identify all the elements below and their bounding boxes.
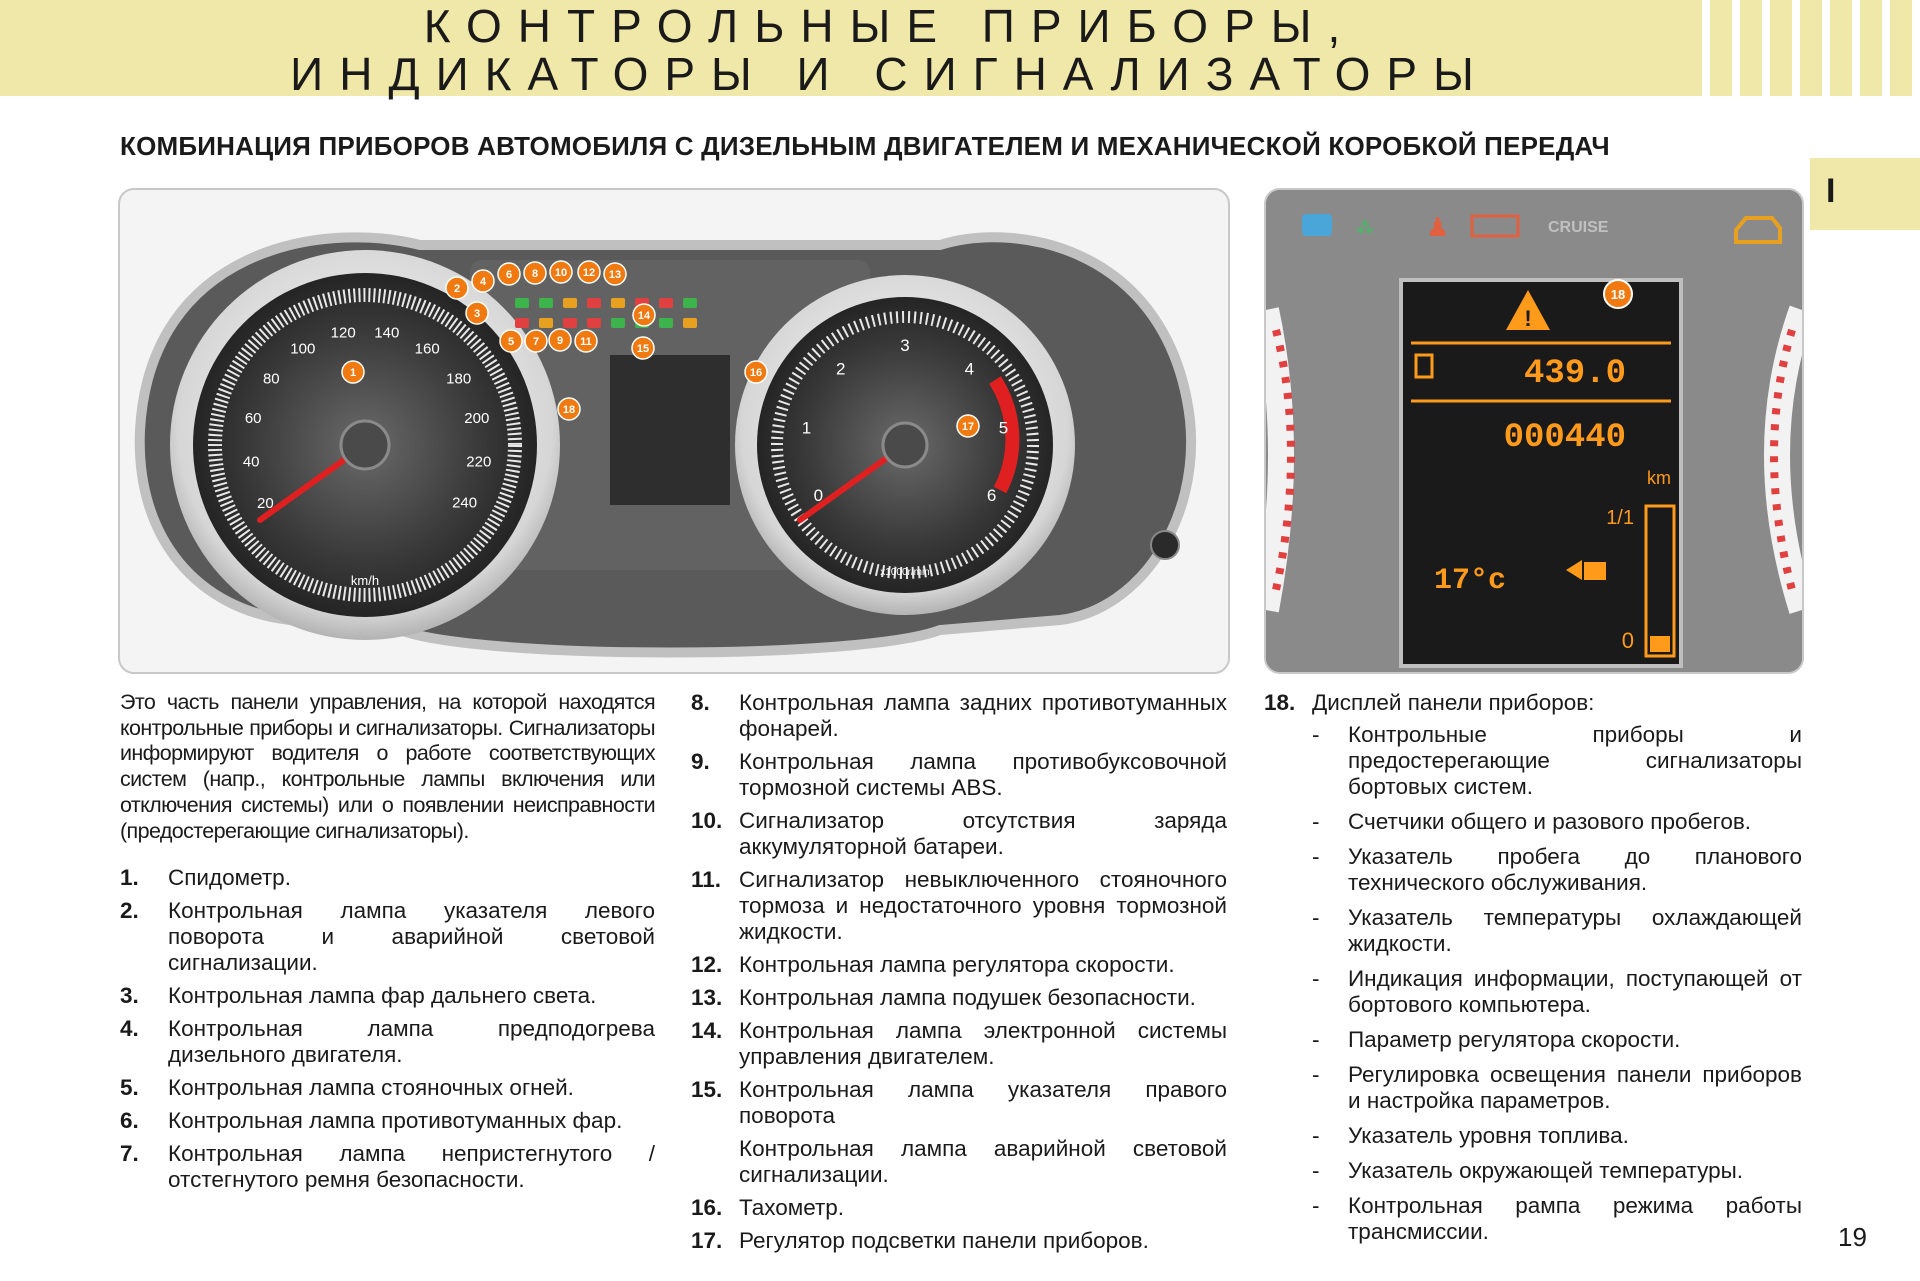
legend-number: 7.	[120, 1141, 139, 1167]
section-title-line-2: ИНДИКАТОРЫ И СИГНАЛИЗАТОРЫ	[290, 48, 1490, 100]
legend-item	[120, 865, 655, 891]
legend-text: Спидометр.	[168, 865, 291, 891]
dimmer-knob	[1151, 531, 1179, 559]
rpm-tick-label: 2	[835, 359, 846, 379]
lcd-screen	[1401, 280, 1681, 666]
callout-label: 8	[531, 268, 539, 280]
indicator-lamp-icon	[539, 298, 553, 308]
display-feature-item: - Счетчики общего и разового пробегов.	[1312, 809, 1802, 835]
callout-label: 13	[608, 269, 622, 281]
legend-text: Контрольная лампа задних противотуманных фонарей.	[739, 690, 1227, 741]
legend-number: 9.	[691, 749, 710, 774]
indicator-lamp-icon	[563, 298, 577, 308]
display-feature-item: - Указатель пробега до планового технического обслуживания.	[1312, 844, 1802, 896]
indicator-lamp-icon	[539, 318, 553, 328]
speed-tick-label: 60	[244, 410, 262, 428]
legend-text: Дисплей панели приборов:	[1312, 690, 1595, 715]
tachometer-hub	[883, 423, 927, 467]
legend-text: Контрольная лампа электронной системы управления двигателем.	[739, 1018, 1227, 1069]
legend-item	[691, 749, 1227, 801]
legend-text: Контрольная лампа указателя правого поворота	[739, 1077, 1227, 1128]
legend-number: 2.	[120, 898, 139, 924]
legend-number: 17.	[691, 1228, 723, 1253]
speed-tick-label: 140	[374, 324, 400, 342]
legend-item	[120, 1016, 655, 1068]
chapter-number: I	[1826, 172, 1836, 210]
legend-list-2	[691, 690, 1227, 1254]
legend-item	[120, 983, 655, 1009]
display-features-list	[1264, 722, 1802, 1245]
legend-text: Контрольная лампа непристегнутого / отстегнутого ремня безопасности.	[168, 1141, 655, 1193]
legend-number: 12.	[691, 952, 723, 977]
rpm-tick-label: 1	[801, 418, 812, 438]
fog-lamp-icon: ⁂	[1356, 218, 1374, 238]
indicator-lamp-icon	[611, 298, 625, 308]
display-feature-item: - Индикация информации, поступающей от бортового компьютера.	[1312, 966, 1802, 1018]
callout-label: 10	[554, 267, 568, 279]
legend-item	[120, 1075, 655, 1101]
speed-tick-label: 240	[452, 494, 478, 512]
indicator-lamp-icon	[515, 318, 529, 328]
intro-paragraph: Это часть панели управления, на которой находятся контрольные приборы и сигнализаторы. Сигнализаторы информируют водителя о работе соответствующих систем (напр., контрольные лампы включения или отключения системы) или о появлении неисправности (предостерегающие сигнализаторы).	[120, 690, 655, 843]
left-gauge-edge	[1266, 310, 1281, 610]
speed-tick-label: 20	[257, 494, 274, 512]
callout-label: 16	[749, 367, 763, 379]
legend-text: Тахометр.	[739, 1195, 845, 1220]
speed-tick-label: 160	[414, 340, 440, 358]
speedometer-hub	[341, 421, 389, 469]
callout-label: 6	[505, 269, 513, 281]
warning-mark: !	[1524, 306, 1532, 331]
callout-18-label: 18	[1610, 287, 1626, 302]
legend-number: 1.	[120, 865, 139, 891]
display-feature-item: - Параметр регулятора скорости.	[1312, 1027, 1802, 1053]
rpm-tick-label: 3	[900, 335, 910, 355]
legend-number: 18.	[1264, 690, 1296, 715]
callout-label: 17	[961, 421, 975, 433]
rpm-tick-label: 6	[986, 485, 997, 505]
callout-label: 1	[349, 367, 357, 379]
legend-text: Контрольная лампа подушек безопасности.	[739, 985, 1196, 1010]
indicator-lamp-icon	[611, 318, 625, 328]
legend-text: Регулятор подсветки панели приборов.	[739, 1228, 1149, 1253]
legend-text: Контрольная лампа указателя левого поворота и аварийной световой сигнализации.	[168, 898, 655, 976]
legend-number: 15.	[691, 1077, 723, 1102]
callout-label: 2	[453, 283, 461, 295]
total-odometer: 000440	[1503, 419, 1626, 457]
legend-item	[691, 1195, 1227, 1221]
center-display	[610, 355, 730, 505]
legend-number: 16.	[691, 1195, 723, 1220]
display-feature-item: - Контрольные приборы и предостерегающие сигнализаторы бортовых систем.	[1312, 722, 1802, 800]
callout-label: 12	[582, 267, 596, 279]
subsection-title: КОМБИНАЦИЯ ПРИБОРОВ АВТОМОБИЛЯ С ДИЗЕЛЬНЫМ ДВИГАТЕЛЕМ И МЕХАНИЧЕСКОЙ КОРОБКОЙ ПЕРЕДАЧ	[120, 131, 1610, 161]
callout-label: 11	[580, 336, 592, 348]
legend-number: 5.	[120, 1075, 139, 1101]
rpm-tick-label: 0	[813, 485, 824, 505]
display-feature-item: - Указатель уровня топлива.	[1312, 1123, 1802, 1149]
legend-item	[120, 1108, 655, 1134]
display-feature-item: - Регулировка освещения панели приборов и настройка параметров.	[1312, 1062, 1802, 1114]
speed-tick-label: 100	[290, 340, 316, 358]
speed-unit-label: km/h	[350, 573, 380, 588]
fuel-empty-label: 0	[1621, 628, 1634, 653]
callout-label: 3	[473, 308, 481, 320]
callout-label: 9	[556, 335, 564, 347]
callout-label: 5	[507, 336, 515, 348]
display-feature-item: - Указатель температуры охлаждающей жидкости.	[1312, 905, 1802, 957]
speed-tick-label: 200	[464, 410, 490, 428]
legend-text: Контрольная лампа фар дальнего света.	[168, 983, 597, 1009]
legend-item	[691, 808, 1227, 860]
fuel-gauge-fill	[1650, 636, 1670, 652]
instrument-cluster-figure	[118, 188, 1230, 674]
instrument-cluster-illustration	[120, 190, 1228, 672]
legend-text: Контрольная лампа регулятора скорости.	[739, 952, 1175, 977]
fuel-full-label: 1/1	[1606, 507, 1634, 529]
indicator-lamp-icon	[659, 298, 673, 308]
speed-tick-label: 80	[262, 370, 280, 388]
display-closeup-illustration	[1266, 190, 1802, 672]
display-feature-item: - Указатель окружающей температуры.	[1312, 1158, 1802, 1184]
rpm-tick-label: 5	[998, 418, 1009, 438]
indicator-lamp-icon	[587, 298, 601, 308]
callout-label: 15	[636, 343, 650, 355]
legend-number: 6.	[120, 1108, 139, 1134]
legend-extra-text: Контрольная лампа аварийной световой сигнализации.	[739, 1136, 1227, 1187]
speed-tick-label: 40	[242, 453, 260, 471]
legend-text: Контрольная лампа предподогрева дизельного двигателя.	[168, 1016, 655, 1068]
legend-list-1	[120, 865, 655, 1193]
section-title	[0, 2, 1780, 98]
legend-item	[691, 952, 1227, 978]
display-feature-item: - Контрольная рампа режима работы трансмиссии.	[1312, 1193, 1802, 1245]
legend-number: 11.	[691, 867, 722, 892]
legend-item	[120, 1141, 655, 1193]
indicator-lamp-icon	[659, 318, 673, 328]
legend-number: 3.	[120, 983, 139, 1009]
text-column-1	[120, 690, 655, 1200]
display-closeup-figure	[1264, 188, 1804, 674]
legend-item	[120, 898, 655, 976]
section-title-line-1: КОНТРОЛЬНЫЕ ПРИБОРЫ,	[423, 0, 1357, 52]
seatbelt-icon: ♟	[1426, 212, 1450, 242]
header-banner	[0, 0, 1920, 100]
legend-number: 10.	[691, 808, 723, 833]
legend-text: Контрольная лампа стояночных огней.	[168, 1075, 574, 1101]
cruise-label: CRUISE	[1548, 219, 1609, 236]
legend-item	[691, 1228, 1227, 1254]
distance-unit: km	[1647, 468, 1671, 488]
chapter-tab	[1810, 158, 1920, 230]
speed-tick-label: 180	[446, 370, 472, 388]
legend-text: Контрольная лампа противотуманных фар.	[168, 1108, 623, 1134]
legend-item-18	[1264, 690, 1802, 716]
indicator-lamp-icon	[683, 318, 697, 328]
legend-number: 8.	[691, 690, 710, 715]
legend-item	[691, 985, 1227, 1011]
legend-item	[691, 867, 1227, 945]
legend-item	[691, 1018, 1227, 1070]
rpm-tick-label: 4	[964, 359, 975, 379]
indicator-lamp-icon	[563, 318, 577, 328]
legend-text: Контрольная лампа противобуксовочной тормозной системы ABS.	[739, 749, 1227, 800]
indicator-lamp-icon	[515, 298, 529, 308]
legend-number: 13.	[691, 985, 723, 1010]
legend-number: 4.	[120, 1016, 139, 1042]
speed-tick-label: 120	[330, 324, 356, 342]
legend-item	[691, 690, 1227, 742]
tacho-unit-label: x1000r/min	[880, 567, 930, 578]
ambient-temperature: 17°c	[1434, 564, 1507, 598]
legend-item	[691, 1077, 1227, 1188]
legend-number: 14.	[691, 1018, 723, 1043]
headlight-icon	[1302, 214, 1332, 236]
text-column-2	[691, 690, 1227, 1261]
indicator-lamp-icon	[587, 318, 601, 328]
callout-label: 4	[479, 276, 487, 288]
page-number: 19	[1838, 1222, 1867, 1252]
callout-label: 18	[562, 404, 576, 416]
legend-text: Сигнализатор отсутствия заряда аккумуляторной батареи.	[739, 808, 1227, 859]
trip-odometer: 439.0	[1523, 355, 1626, 393]
text-column-3	[1264, 690, 1802, 1254]
speed-tick-label: 220	[466, 453, 492, 471]
legend-text: Сигнализатор невыключенного стояночного тормоза и недостаточного уровня тормозной жидкости.	[739, 867, 1227, 944]
callout-label: 7	[532, 336, 540, 348]
indicator-lamp-icon	[683, 298, 697, 308]
callout-label: 14	[637, 310, 651, 322]
